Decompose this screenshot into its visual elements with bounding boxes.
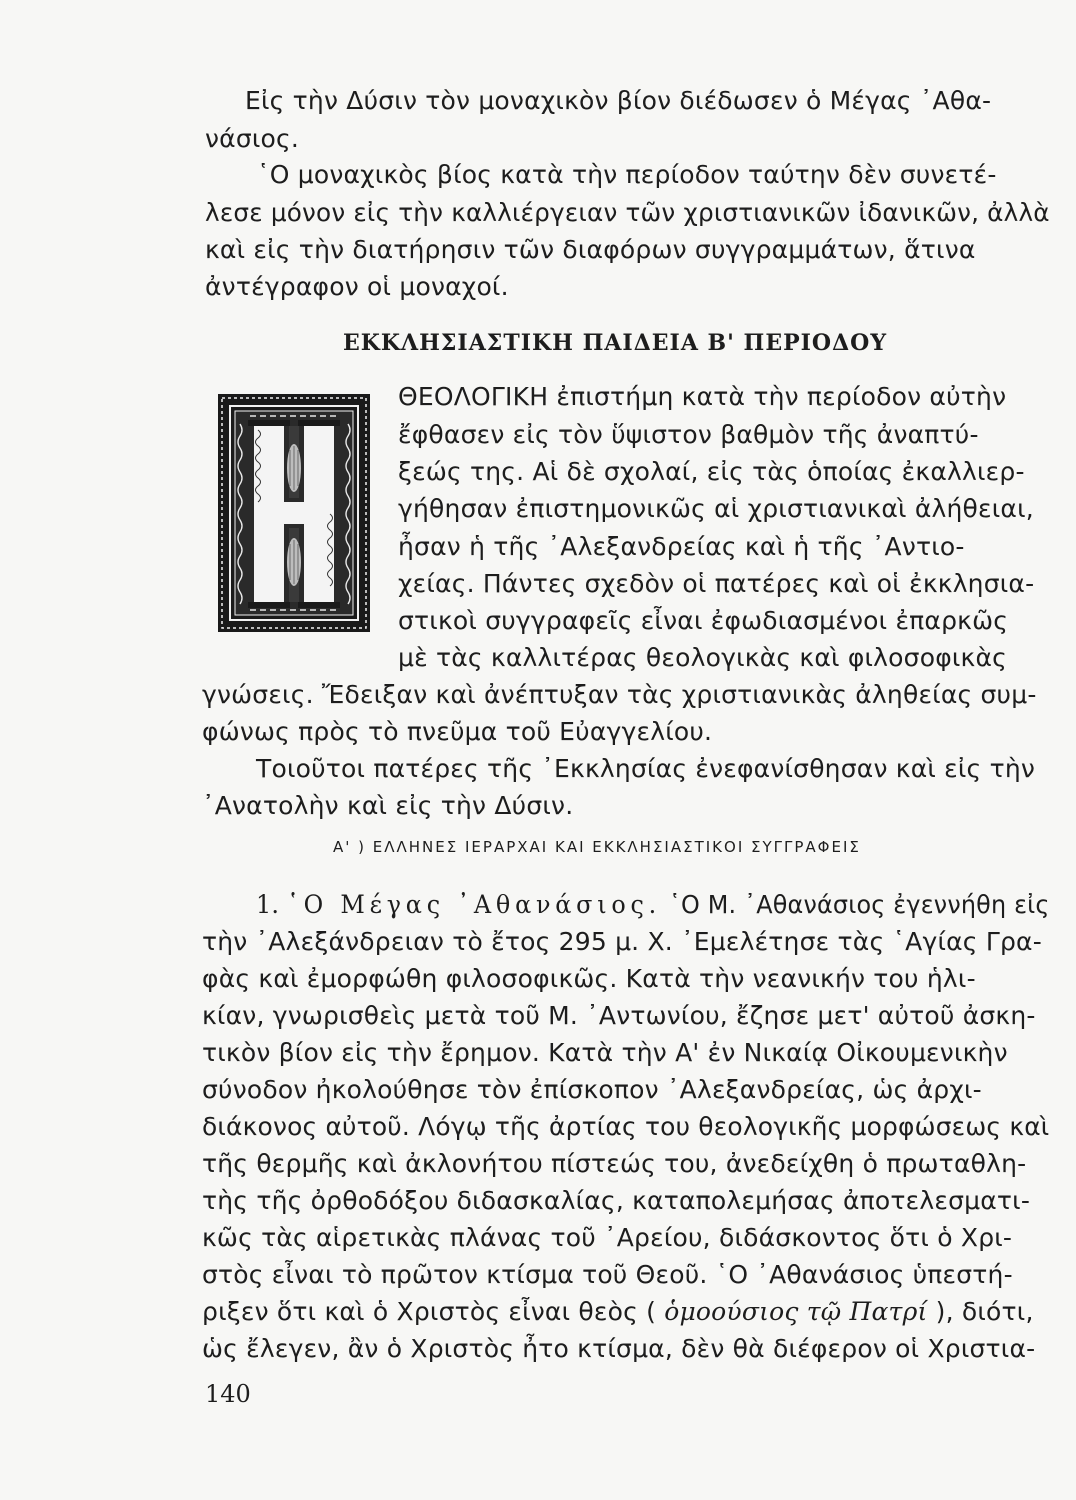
text-line: ᾿Ανατολὴν καὶ εἰς τὴν Δύσιν. — [202, 791, 574, 820]
entry-name: ῾Ο Μέγας ᾿Αθανάσιος. — [286, 890, 662, 919]
text-line: καὶ εἰς τὴν διατήρησιν τῶν διαφόρων συγγραμμάτων, ἅτινα — [205, 235, 976, 264]
subsection-heading: Α' ) ΕΛΛΗΝΕΣ ΙΕΡΑΡΧΑΙ ΚΑΙ ΕΚΚΛΗΣΙΑΣΤΙΚΟΙ ΣΥΓΓΡΑΦΕΙΣ — [333, 838, 861, 856]
text-line: σύνοδον ἠκολούθησε τὸν ἐπίσκοπον ᾿Αλεξανδρείας, ὡς ἀρχι- — [202, 1075, 982, 1104]
text-line: τικὸν βίον εἰς τὴν ἔρημον. Κατὰ τὴν Α' ἐν Νικαίᾳ Οἰκουμενικὴν — [202, 1038, 1008, 1067]
text-line: τὴν ᾿Αλεξάνδρειαν τὸ ἔτος 295 μ. Χ. ᾿Εμελέτησε τὰς ῾Αγίας Γρα- — [202, 927, 1042, 956]
text-line: ἀντέγραφον οἱ μοναχοί. — [205, 272, 509, 301]
entry-text: ριξεν ὅτι καὶ ὁ Χριστὸς εἶναι θεὸς ( — [202, 1297, 657, 1326]
text-line: χείας. Πάντες σχεδὸν οἱ πατέρες καὶ οἱ ἐκκλησια- — [398, 569, 1035, 598]
text-line: Τοιοῦτοι πατέρες τῆς ᾿Εκκλησίας ἐνεφανίσθησαν καὶ εἰς τὴν — [256, 754, 1036, 783]
text-line: λεσε μόνον εἰς τὴν καλλιέργειαν τῶν χριστιανικῶν ἰδανικῶν, ἀλλὰ — [205, 198, 1050, 227]
text-line: ξεώς της. Αἱ δὲ σχολαί, εἰς τὰς ὁποίας ἐκαλλιερ- — [398, 457, 1025, 486]
text-line: κίαν, γνωρισθεὶς μετὰ τοῦ Μ. ᾿Αντωνίου, ἔζησε μετ' αὐτοῦ ἀσκη- — [202, 1001, 1036, 1030]
text-line: κῶς τὰς αἱρετικὰς πλάνας τοῦ ᾿Αρείου, διδάσκοντος ὅτι ὁ Χρι- — [202, 1223, 1013, 1252]
entry-text: ), διότι, — [935, 1297, 1034, 1326]
text-line: ἦσαν ἡ τῆς ᾿Αλεξανδρείας καὶ ἡ τῆς ᾿Αντιο- — [398, 532, 965, 561]
text-line: διάκονος αὐτοῦ. Λόγῳ τῆς ἀρτίας του θεολογικῆς μορφώσεως καὶ — [202, 1112, 1050, 1141]
quoted-phrase: ὁμοούσιος τῷ Πατρί — [664, 1297, 928, 1326]
entry-first-line — [256, 888, 1050, 922]
text-line: μὲ τὰς καλλιτέρας θεολογικὰς καὶ φιλοσοφικὰς — [398, 643, 1008, 672]
text-line: φώνως πρὸς τὸ πνεῦμα τοῦ Εὐαγγελίου. — [202, 717, 713, 746]
section-heading: ΕΚΚΛΗΣΙΑΣΤΙΚΗ ΠΑΙΔΕΙΑ Β' ΠΕΡΙΟΔΟΥ — [343, 330, 888, 356]
ornamental-initial-icon — [218, 394, 370, 632]
text-line: γνώσεις. Ἔδειξαν καὶ ἀνέπτυξαν τὰς χριστιανικὰς ἀληθείας συμ- — [202, 680, 1037, 709]
text-line: τῆς θερμῆς καὶ ἀκλονήτου πίστεώς του, ἀνεδείχθη ὁ πρωταθλη- — [202, 1149, 1027, 1178]
text-line: στικοὶ συγγραφεῖς εἶναι ἐφωδιασμένοι ἐπαρκῶς — [398, 606, 1009, 635]
text-line: φὰς καὶ ἐμορφώθη φιλοσοφικῶς. Κατὰ τὴν νεανικήν του ἡλι- — [202, 964, 976, 993]
text-line: ὡς ἔλεγεν, ἂν ὁ Χριστὸς ἦτο κτίσμα, δὲν θὰ διέφερον οἱ Χριστια- — [202, 1334, 1036, 1363]
entry-text: ῾Ο Μ. ᾿Αθανάσιος ἐγεννήθη εἰς — [668, 890, 1050, 919]
entry-number: 1. — [256, 890, 280, 919]
text-line: νάσιος. — [205, 124, 300, 153]
text-line: τὴς τῆς ὀρθοδόξου διδασκαλίας, καταπολεμήσας ἀποτελεσματι- — [202, 1186, 1031, 1215]
text-line: Εἰς τὴν Δύσιν τὸν μοναχικὸν βίον διέδωσεν ὁ Μέγας ᾿Αθα- — [245, 86, 992, 115]
text-line: στὸς εἶναι τὸ πρῶτον κτίσμα τοῦ Θεοῦ. ῾Ο ᾿Αθανάσιος ὑπεστή- — [202, 1260, 1013, 1289]
text-line: ΘΕΟΛΟΓΙΚΗ ἐπιστήμη κατὰ τὴν περίοδον αὐτὴν — [398, 382, 1007, 411]
drop-cap — [218, 394, 370, 632]
text-line — [202, 1295, 1034, 1329]
text-line: ῾Ο μοναχικὸς βίος κατὰ τὴν περίοδον ταύτην δὲν συνετέ- — [257, 160, 997, 189]
page-number: 140 — [205, 1380, 251, 1408]
text-line: ἔφθασεν εἰς τὸν ὕψιστον βαθμὸν τῆς ἀναπτύ- — [398, 420, 979, 449]
text-line: γήθησαν ἐπιστημονικῶς αἱ χριστιανικαὶ ἀλήθειαι, — [398, 494, 1034, 523]
